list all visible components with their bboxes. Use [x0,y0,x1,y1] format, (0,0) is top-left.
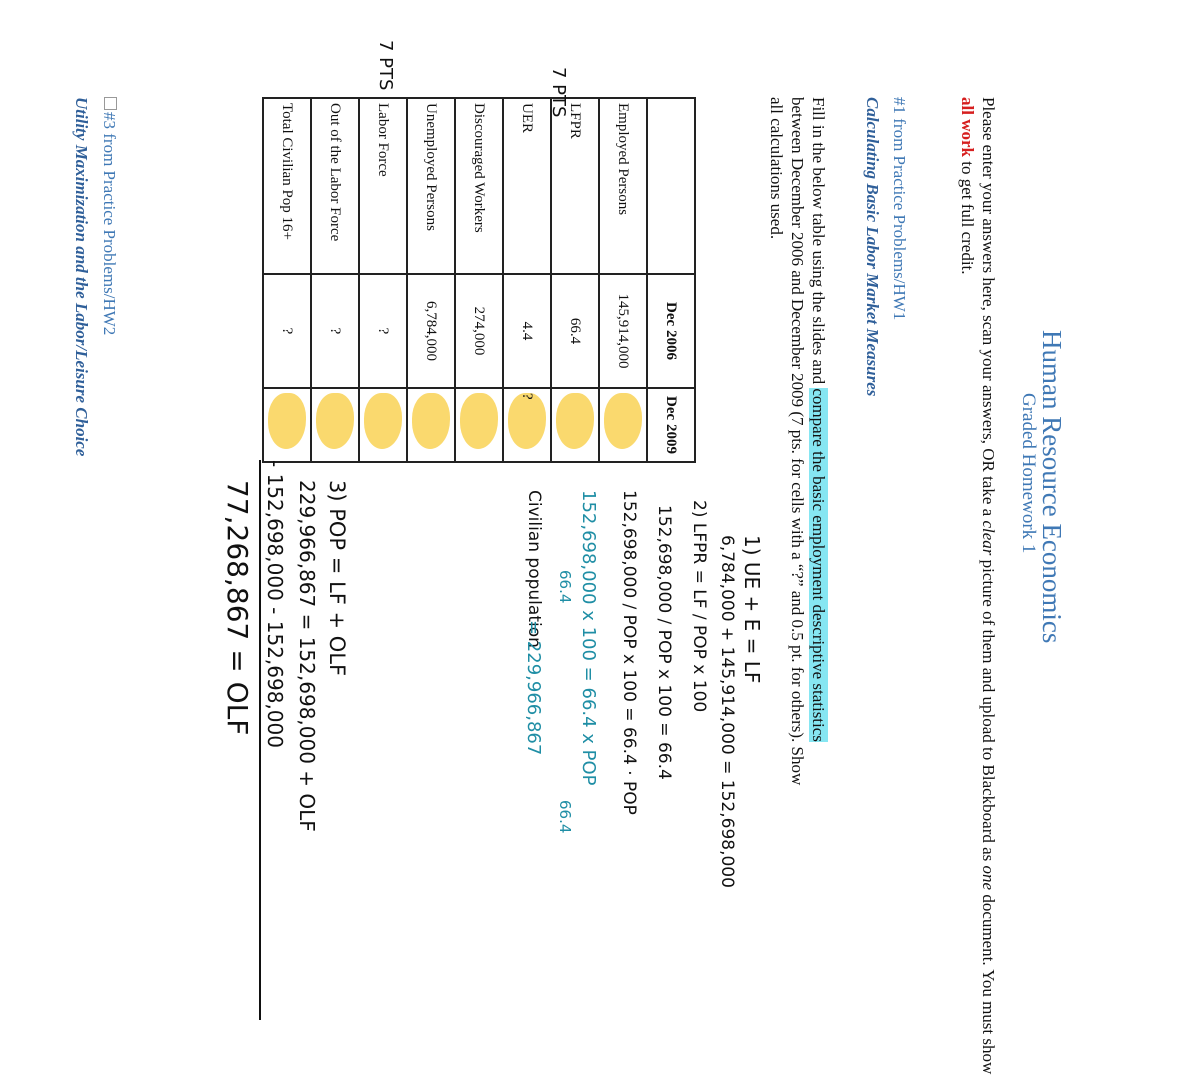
step2-divisor-a: 66.4 [556,570,574,604]
cell-dec2009[interactable]: ? [503,388,551,462]
cell-dec2006[interactable]: ? [359,274,407,388]
cell-dec2009[interactable] [311,388,359,462]
row-label: Total Civilian Pop 16+ [263,98,311,274]
header-cell-dec2009: Dec 2009 [647,388,695,462]
points-note-arrow: 7 PTS [548,67,569,118]
step3-formula: 3) POP = LF + OLF [325,480,349,677]
problem1-text: Fill in the below table using the slides and compare the basic employment descriptive statistics between December 2006 and December 2009 (7 pts. for cells with a “?” and 0.5 pt. for others). Show all calculations used. [767,97,828,786]
table-row [311,98,359,462]
header-cell-dec2006: Dec 2006 [647,274,695,388]
cell-dec2006[interactable]: ? [311,274,359,388]
table-header-row [647,98,695,462]
step3-line-a: 229,966,867 = 152,698,000 + OLF [295,480,319,832]
row-label: Discouraged Workers [455,98,503,274]
table-row [407,98,455,462]
row-label: UER [503,98,551,274]
row-label: Out of the Labor Force [311,98,359,274]
row-label: Employed Persons [599,98,647,274]
cell-dec2006[interactable]: 66.4 [551,274,599,388]
yellow-marker-blob [508,393,546,449]
cell-dec2009[interactable] [599,388,647,462]
yellow-marker-blob [604,393,642,449]
cell-dec2009[interactable] [263,388,311,462]
yellow-marker-blob [316,393,354,449]
page-title: Human Resource Economics [1037,330,1067,644]
cell-dec2006[interactable]: 145,914,000 [599,274,647,388]
yellow-marker-blob [412,393,450,449]
step2-solve: 152,698,000 / POP x 100 = 66.4 · POP [619,490,639,815]
sum-line [259,460,261,1020]
step1-calc: 6,784,000 + 145,914,000 = 152,698,000 [717,535,737,888]
problem3-heading: Utility Maximization and the Labor/Leisure Choice [72,97,91,457]
problem3-link[interactable]: #3 from Practice Problems/HW2 [99,97,119,335]
civilian-value: = 229,966,867 [523,620,544,756]
step2-fraction: 152,698,000 / POP x 100 = 66.4 [654,505,674,780]
row-label: LFPR [551,98,599,274]
row-label: Unemployed Persons [407,98,455,274]
step2-formula: 2) LFPR = LF / POP x 100 [689,500,709,713]
yellow-marker-blob [556,393,594,449]
cell-dec2006[interactable]: ? [263,274,311,388]
row-label: Labor Force [359,98,407,274]
yellow-marker-blob [460,393,498,449]
page-subtitle: Graded Homework 1 [1018,393,1039,554]
header-cell-blank [647,98,695,274]
step3-result: 77,268,867 = OLF [221,480,254,736]
problem1-link[interactable]: #1 from Practice Problems/HW1 [890,97,909,321]
table-row [455,98,503,462]
table-row [359,98,407,462]
table-row [263,98,311,462]
table-row [599,98,647,462]
table-row [551,98,599,462]
cell-dec2006[interactable]: 6,784,000 [407,274,455,388]
cell-dec2009[interactable] [455,388,503,462]
highlighted-text: compare the basic employment descriptive statistics [809,388,828,742]
cell-dec2009[interactable] [407,388,455,462]
step1-formula: 1) UE + E = LF [740,535,764,684]
checkbox-icon[interactable] [104,97,117,110]
step2-blue-eq: 152,698,000 x 100 = 66.4 x POP [578,490,599,786]
yellow-marker-blob [364,393,402,449]
yellow-marker-blob [268,393,306,449]
cell-dec2009[interactable] [359,388,407,462]
cell-dec2009[interactable] [551,388,599,462]
labor-stats-table [262,97,696,463]
points-note-brace: 7 PTS [375,40,396,91]
cell-dec2006[interactable]: 274,000 [455,274,503,388]
table-row [503,98,551,462]
problem1-heading: Calculating Basic Labor Market Measures [863,97,882,397]
cell-dec2006[interactable]: 4.4 [503,274,551,388]
step2-divisor-b: 66.4 [556,800,574,834]
civilian-label: Civilian population [524,490,544,648]
instructions: Please enter your answers here, scan your answers, OR take a clear picture of them and upload to Blackboard as one document. You must show all work to get full credit. [958,97,998,1075]
step3-line-b: - 152,698,000 - 152,698,000 [263,460,287,748]
